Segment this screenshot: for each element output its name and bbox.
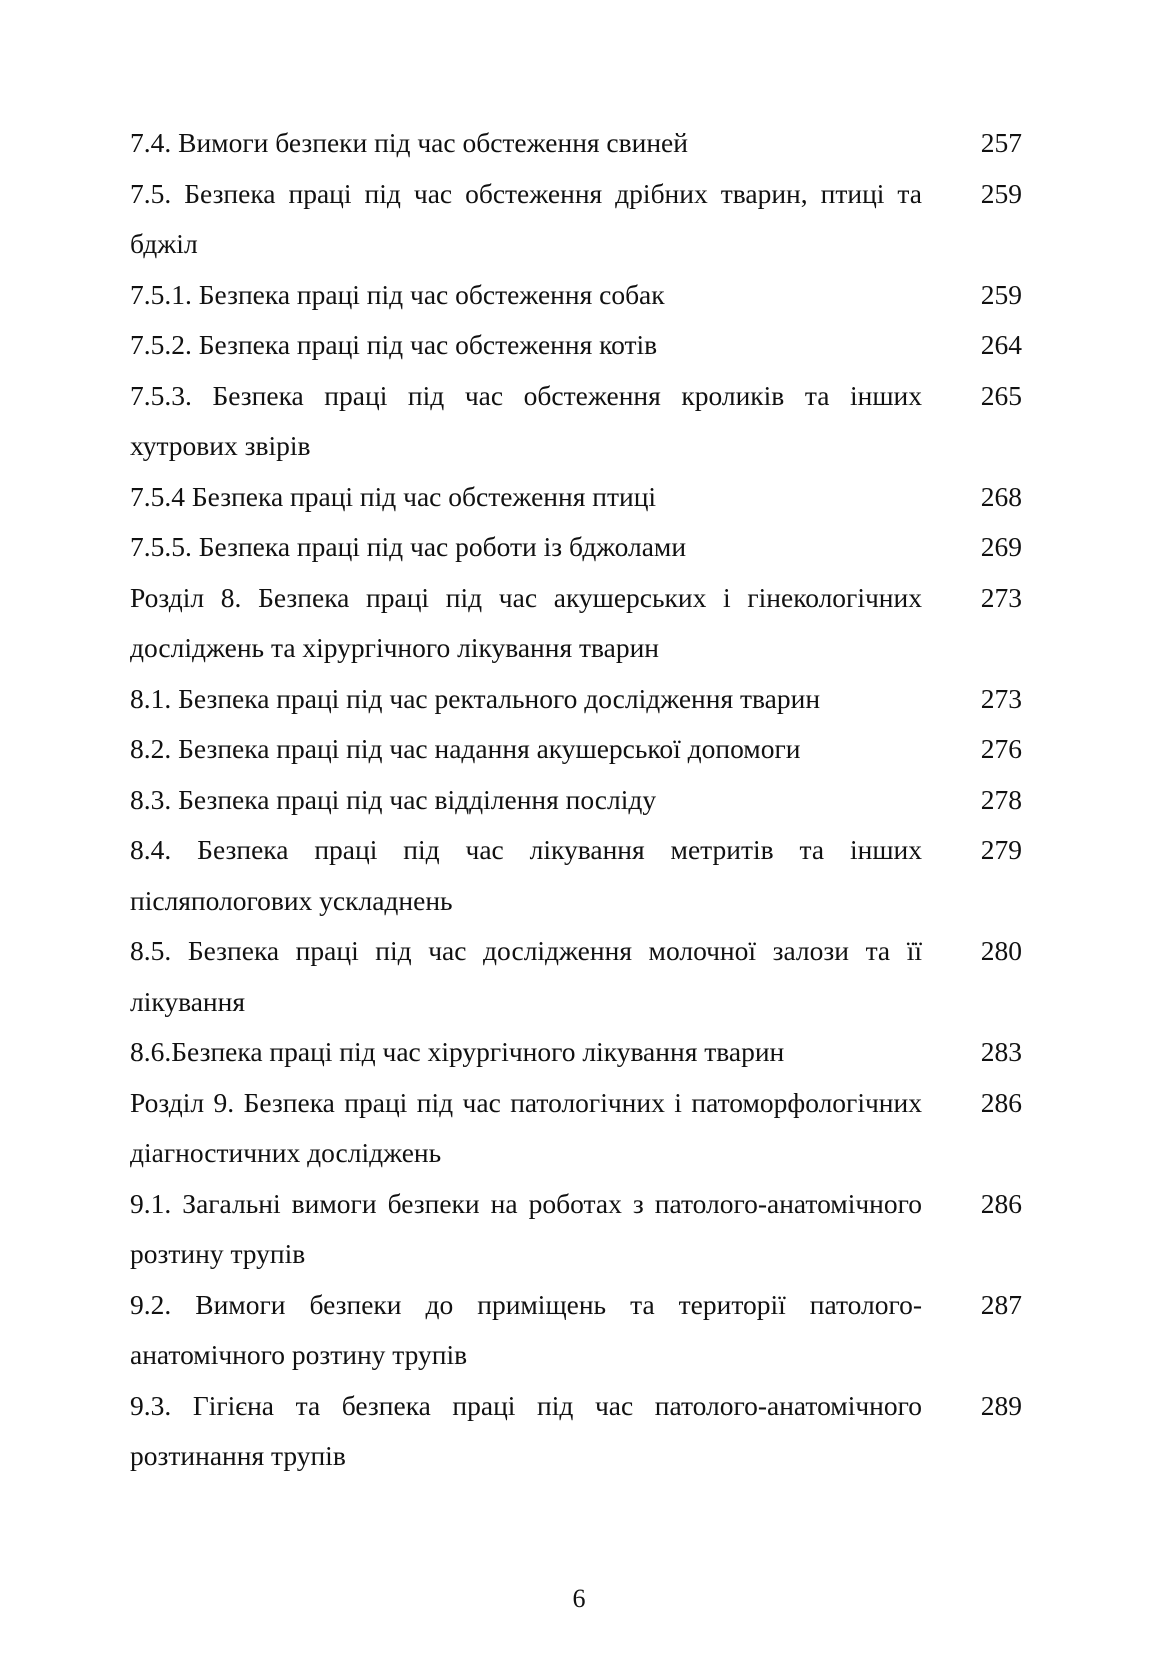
- toc-entry-page: 286: [980, 1086, 1022, 1118]
- toc-entry-page: 259: [980, 278, 1022, 310]
- toc-entry-title: 8.1. Безпека праці під час ректального дослідження тварин: [130, 682, 821, 714]
- toc-entry: [130, 320, 1022, 371]
- toc-entry: [130, 1078, 1022, 1179]
- toc-entry-title: 7.4. Вимоги безпеки під час обстеження свиней: [130, 127, 688, 158]
- toc-entries: [130, 118, 1022, 1482]
- toc-entry: [130, 270, 1022, 321]
- toc-entry-title: Розділ 9. Безпека праці під час патологічних і патоморфологічних діагностичних досліджень: [130, 1086, 922, 1168]
- toc-entry-title: 7.5.4 Безпека праці під час обстеження птиці: [130, 480, 657, 512]
- toc-entry-title: 8.6.Безпека праці під час хірургічного лікування тварин: [130, 1036, 785, 1067]
- toc-entry-title: 7.5.2. Безпека праці під час обстеження котів: [130, 329, 658, 360]
- toc-entry: [130, 371, 1022, 472]
- page-number: 6: [572, 1584, 586, 1613]
- toc-entry-page: 283: [980, 1036, 1022, 1067]
- toc-entry-title: 8.3. Безпека праці під час відділення посліду: [130, 783, 657, 815]
- toc-entry-page: 264: [980, 329, 1022, 360]
- toc-entry-page: 269: [980, 531, 1022, 562]
- toc-entry-page: 286: [980, 1187, 1022, 1219]
- toc-entry: [130, 1027, 1022, 1078]
- toc-entry: [130, 169, 1022, 270]
- toc-entry-title: 7.5.1. Безпека праці під час обстеження собак: [130, 278, 665, 310]
- toc-entry-page: 259: [980, 177, 1022, 209]
- toc-entry: [130, 674, 1022, 725]
- toc-entry-page: 268: [980, 480, 1022, 512]
- toc-entry: [130, 118, 1022, 169]
- toc-entry-page: 280: [980, 935, 1022, 966]
- toc-entry-page: 257: [980, 127, 1022, 158]
- toc-entry-page: 276: [980, 733, 1022, 764]
- toc-entry-page: 265: [980, 379, 1022, 411]
- toc-entry-title: 8.5. Безпека праці під час дослідження молочної залози та її лікування: [130, 935, 922, 1017]
- toc-entry-title: 9.2. Вимоги безпеки до приміщень та території патолого-анатомічного розтину трупів: [130, 1288, 922, 1370]
- toc-entry-title: 9.3. Гігієна та безпека праці під час патолого-анатомічного розтинання трупів: [130, 1389, 922, 1471]
- toc-entry: [130, 1381, 1022, 1482]
- toc-entry: [130, 926, 1022, 1027]
- toc-entry-title: Розділ 8. Безпека праці під час акушерських і гінекологічних досліджень та хірургічного лікування тварин: [130, 581, 922, 663]
- toc-entry-page: 278: [980, 783, 1022, 815]
- toc-entry: [130, 522, 1022, 573]
- toc-entry-title: 8.4. Безпека праці під час лікування метритів та інших післяпологових ускладнень: [130, 834, 922, 916]
- toc-entry-page: 279: [980, 834, 1022, 865]
- toc-entry-page: 273: [980, 682, 1022, 714]
- table-of-contents: [130, 118, 1022, 1482]
- toc-entry: [130, 724, 1022, 775]
- toc-entry-title: 7.5.5. Безпека праці під час роботи із бджолами: [130, 531, 687, 562]
- toc-entry: [130, 775, 1022, 826]
- toc-entry: [130, 1179, 1022, 1280]
- toc-entry-title: 7.5. Безпека праці під час обстеження дрібних тварин, птиці та бджіл: [130, 177, 922, 259]
- toc-entry: [130, 472, 1022, 523]
- toc-entry-page: 273: [980, 581, 1022, 613]
- toc-entry: [130, 825, 1022, 926]
- toc-entry: [130, 1280, 1022, 1381]
- toc-entry-page: 289: [980, 1389, 1022, 1421]
- toc-entry-page: 287: [980, 1288, 1022, 1320]
- toc-entry-title: 7.5.3. Безпека праці під час обстеження кроликів та інших хутрових звірів: [130, 379, 922, 461]
- toc-entry: [130, 573, 1022, 674]
- toc-entry-title: 9.1. Загальні вимоги безпеки на роботах з патолого-анатомічного розтину трупів: [130, 1187, 922, 1269]
- toc-entry-title: 8.2. Безпека праці під час надання акушерської допомоги: [130, 733, 801, 764]
